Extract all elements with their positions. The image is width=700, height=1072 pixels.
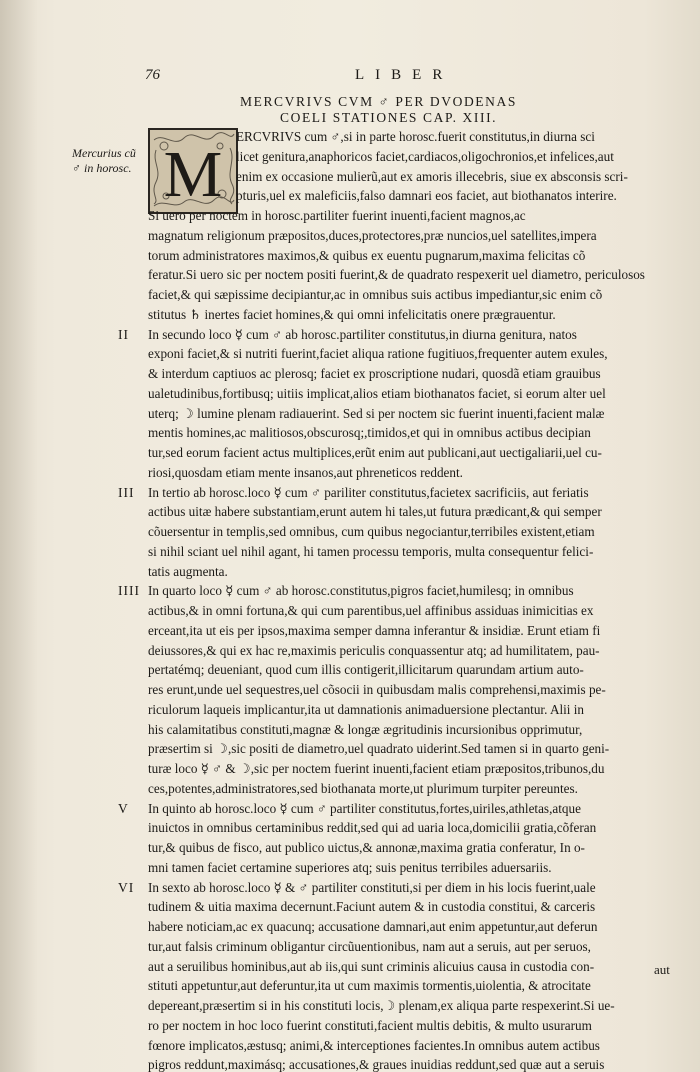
text-line: inuictos in omnibus certaminibus reddit,sed qui ad uaria loca,domicilii gratia,cõferan [148, 820, 597, 836]
body-text [148, 127, 676, 1072]
text-line: erceant,ita ut eis per ipsos,maxima semper damna inferantur & insidiæ. Erunt etiam fi [148, 622, 601, 638]
text-line: In sexto ab horosc.loco ☿ & ♂ partiliter constituti,si per diem in his locis fuerint,uale [148, 879, 596, 895]
text-line: torum administratores maximos,& quibus ex euentu pugnarum,maxima felicitas cõ [148, 247, 586, 263]
text-line: pturis,uel ex maleficiis,falso damnari eos faciet, aut biothanatos interire. [236, 188, 617, 204]
text-line: præsertim si ☽,sic positi de diametro,uel quadrato uiderint.Sed tamen si in quarto geni- [148, 741, 610, 757]
text-line: In quarto loco ☿ cum ♂ ab horosc.constitutus,pigros faciet,humilesq; in omnibus [148, 583, 574, 599]
text-line: tur,sed eorum facient actus multiplices,erũt enim aut publicani,aut uectigaliarii,uel cu- [148, 445, 602, 460]
text-line: riculorum laqueis implicantur,ita ut damnationis animaduersione plectantur. Alii in [148, 701, 585, 717]
text-line: pertatémq; deueniant, quod cum illis contigerit,illicitarum quarundam artium auto- [148, 662, 584, 678]
text-line: turæ loco ☿ ♂ & ☽,sic per noctem fuerint inuenti,facient etiam præpositos,tribunos,du [148, 761, 605, 776]
text-line: ces,potentes,administratores,sed biothanata morte,ut plurimum turpiter pereuntes. [148, 780, 578, 796]
text-line: tatis augmenta. [148, 563, 228, 579]
marginal-note [72, 146, 152, 176]
text-line: tur,& quibus de fisco, aut publico uictus,& annonæ,maxima gratia conferatur, In o- [148, 840, 585, 855]
section-numeral: V [118, 800, 129, 816]
chapter-title-line-1: MERCVRIVS CVM ♂ PER DVODENAS [240, 94, 517, 109]
text-line: ro per noctem in hoc loco fuerint constituti,facient multis debitis, & multo usurarum [148, 1017, 592, 1033]
running-title: LIBER [355, 67, 454, 83]
gutter-shadow [0, 0, 38, 1072]
text-line: actibus,& in omni fortuna,& qui cum parentibus,uel affinibus assiduas inimicitias ex [148, 603, 594, 618]
text-line: mni tamen faciet certamine superiores atq; suis penitus terribiles aduersariis. [148, 859, 552, 875]
text-line: riosi,quosdam etiam mente insanos,aut phreneticos reddent. [148, 464, 463, 480]
text-line: cõuersentur in templis,sed omnibus, cum quibus negociantur,terribiles existent,etiam [148, 524, 595, 539]
text-line: ualetudinibus,fortibusq; uitiis implicat,alios etiam biothanatos faciet, si eorum alter uel [148, 385, 606, 401]
text-line: exponi faciet,& si nutriti fuerint,faciet aliqua ratione fugitiuos,frequenter autem exules, [148, 346, 608, 362]
text-line: tur,aut falsis criminum obligantur circũuentionibus, nam aut a seruis, aut per seruos, [148, 938, 591, 954]
section-numeral: VI [118, 879, 135, 895]
folio-number: 76 [145, 67, 160, 83]
text-line: pigros reddunt,maximásq; accusationes,& graues inuidias reddunt,sed quæ aut a seruis [148, 1057, 605, 1072]
text-line: fœnore implicatos,æstusq; animi,& interceptiones facientes.In omnibus autem actibus [148, 1037, 600, 1053]
text-line: tudinem & uitia maxima decernunt.Faciunt autem & in custodia constitui, & carceris [148, 899, 596, 915]
text-line: & interdum captiuos ac plerosq; faciet ex proscriptione nudari, quosdã etiam grauibus [148, 366, 601, 381]
text-line: ERCVRIVS cum ♂,si in parte horosc.fuerit constitutus,in diurna sci [236, 129, 595, 144]
marginal-note-line: ♂ in horosc. [72, 161, 132, 175]
section-numeral: IIII [118, 583, 140, 599]
text-line: aut a seruilibus hominibus,aut ab iis,qui sunt criminis alicuius causa in custodia con- [148, 958, 595, 974]
text-line: Si uero per noctem in horosc.partiliter fuerint inuenti,facient magnos,ac [148, 208, 526, 223]
text-line: faciet,& qui sæpissime decipiantur,ac in omnibus suis actibus impediantur,sic enim cõ [148, 287, 603, 302]
text-line: his calamitatibus constituti,magnæ & longæ ægritudinis incursionibus opprimutur, [148, 721, 583, 737]
text-line: uterq; ☽ lumine plenam radiauerint. Sed si per noctem sic fuerint inuenti,facient malæ [148, 405, 605, 421]
text-line: In quinto ab horosc.loco ☿ cum ♂ partiliter constitutus,fortes,uiriles,athletas,atque [148, 800, 581, 816]
text-line: mentis homines,ac malitiosos,obscurosq;,timidos,et qui in omnibus actibus decipian [148, 425, 591, 441]
text-line: feratur.Si uero sic per noctem positi fuerint,& de quadrato respexerit uel diametro, periculosos [148, 267, 645, 283]
text-line: In secundo loco ☿ cum ♂ ab horosc.partiliter constitutus,in diurna genitura, natos [148, 326, 577, 342]
text-line: licet genitura,anaphoricos faciet,cardiacos,oligochronios,et infelices,aut [236, 148, 614, 164]
catchword: aut [654, 962, 670, 977]
text-line: depereant,præsertim si in his constituti locis,☽ plenam,ex aliqua parte respexerint.Si ue- [148, 998, 615, 1013]
text-line: stitutus ♄ inertes faciet homines,& qui omni infelicitatis onere prægrauentur. [148, 306, 556, 322]
text-line: deiussores,& qui ex hac re,maximis periculis conquassentur atq; ad humilitatem, pau- [148, 642, 600, 658]
chapter-title-line-2: COELI STATIONES CAP. XIII. [280, 110, 498, 125]
marginal-note-line: Mercurius cũ [72, 146, 136, 160]
text-line: res erunt,unde uel sequestres,uel cõsocii in quibusdam malis comprehensi,maximis pe- [148, 682, 606, 697]
text-line: actibus uitæ habere substantiam,erunt autem hi tales,ut futura prædicant,& qui semper [148, 504, 602, 520]
text-line: In tertio ab horosc.loco ☿ cum ♂ pariliter constitutus,facietex sacrificiis, aut feriatis [148, 484, 589, 500]
text-line: enim ex occasione mulierũ,aut ex amoris illecebris, siue ex absconsis scri- [236, 168, 628, 184]
text-line: si nihil sciant uel nihil agant, hi tamen processu temporis, multa consequentur felici- [148, 543, 594, 559]
text-line: habere noticiam,ac ex quacunq; accusatione damnari,aut enim appetuntur,aut deferun [148, 919, 598, 934]
text-line: magnatum religionum præpositos,duces,protectores,præ nuncios,uel satellites,impera [148, 227, 597, 243]
section-numeral: II [118, 326, 129, 342]
page-header [0, 67, 700, 87]
section-numeral: III [118, 484, 135, 500]
svg-text:M: M [163, 138, 223, 211]
text-line: stituti appetuntur,aut deferuntur,ita ut cum maximis tormentis,uiolentia, & atrocitate [148, 978, 591, 994]
